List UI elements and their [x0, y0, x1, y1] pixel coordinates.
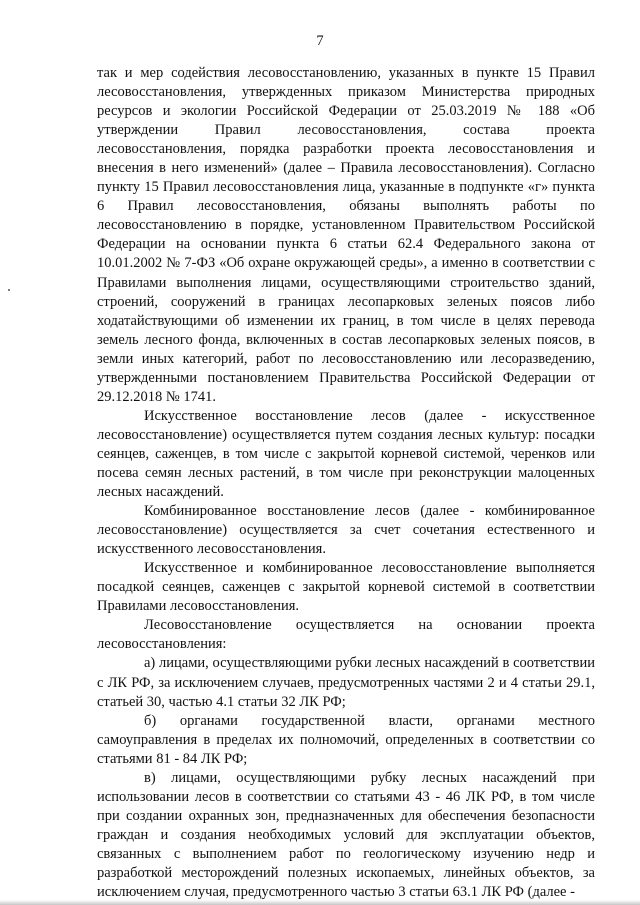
list-item-b: б) органами государственной власти, органами местного самоуправления в пределах их полномочий, определенных в соответствии со статьями 81 - 84 ЛК РФ;	[97, 712, 595, 767]
scan-edge-shadow	[0, 900, 640, 905]
page-number: 7	[316, 33, 324, 49]
document-body	[97, 64, 595, 902]
list-item-a: а) лицами, осуществляющими рубки лесных насаждений в соответствии с ЛК РФ, за исключением случаев, предусмотренных частями 2 и 4 статьи 29.1, статьей 30, частью 4.1 статьи 32 ЛК РФ;	[97, 655, 595, 710]
paragraph-combined-reforestation: Комбинированное восстановление лесов (далее - комбинированное лесовосстановление) осуществляется за счет сочетания естественного и искусственного лесовосстановления.	[97, 503, 595, 558]
scan-speck	[8, 289, 10, 291]
paragraph-planting-method: Искусственное и комбинированное лесовосстановление выполняется посадкой сеянцев, саженцев с закрытой корневой системой в соответствии Правилами лесовосстановления.	[97, 560, 595, 615]
paragraph-artificial-reforestation: Искусственное восстановление лесов (далее - искусственное лесовосстановление) осуществляется путем создания лесных культур: посадки сеянцев, саженцев, в том числе с закрытой корневой системой, черенков или посева семян лесных растений, в том числе при реконструкции малоценных лесных насаждений.	[97, 407, 595, 501]
list-item-c: в) лицами, осуществляющими рубку лесных насаждений при использовании лесов в соответствии со статьями 43 - 46 ЛК РФ, в том числе при создании охранных зон, предназначенных для обеспечения безопасности граждан и создания необходимых условий для эксплуатации объектов, связанных с выполнением работ по геологическому изучению недр и разработкой месторождений полезных ископаемых, линейных объектов, за исключением случая, предусмотренного частью 3 статьи 63.1 ЛК РФ (далее -	[97, 769, 595, 901]
paragraph-project-basis: Лесовосстановление осуществляется на основании проекта лесовосстановления:	[97, 617, 595, 653]
paragraph-continuation: так и мер содействия лесовосстановлению, указанных в пункте 15 Правил лесовосстановления, утвержденных приказом Министерства природных ресурсов и экологии Российской Федерации от 25.03.2019 № 188 «Об утверждении Правил лесовосстановления, состава проекта лесовосстановления, порядка разработки проекта лесовосстановления и внесения в него изменений» (далее – Правила лесовосстановления). Согласно пункту 15 Правил лесовосстановления лица, указанные в подпункте «г» пункта 6 Правил лесовосстановления, обязаны выполнять работы по лесовосстановлению в порядке, установленном Правительством Российской Федерации на основании пункта 6 статьи 62.4 Федерального закона от 10.01.2002 № 7-ФЗ «Об охране окружающей среды», а именно в соответствии с Правилами выполнения лицами, осуществляющими строительство зданий, строений, сооружений в границах лесопарковых зеленых поясов либо ходатайствующими об изменении их границ, в том числе в целях перевода земель лесного фонда, включенных в состав лесопарковых зеленых поясов, в земли иных категорий, работ по лесовосстановлению или лесоразведению, утвержденными постановлением Правительства Российской Федерации от 29.12.2018 № 1741.	[97, 65, 595, 405]
